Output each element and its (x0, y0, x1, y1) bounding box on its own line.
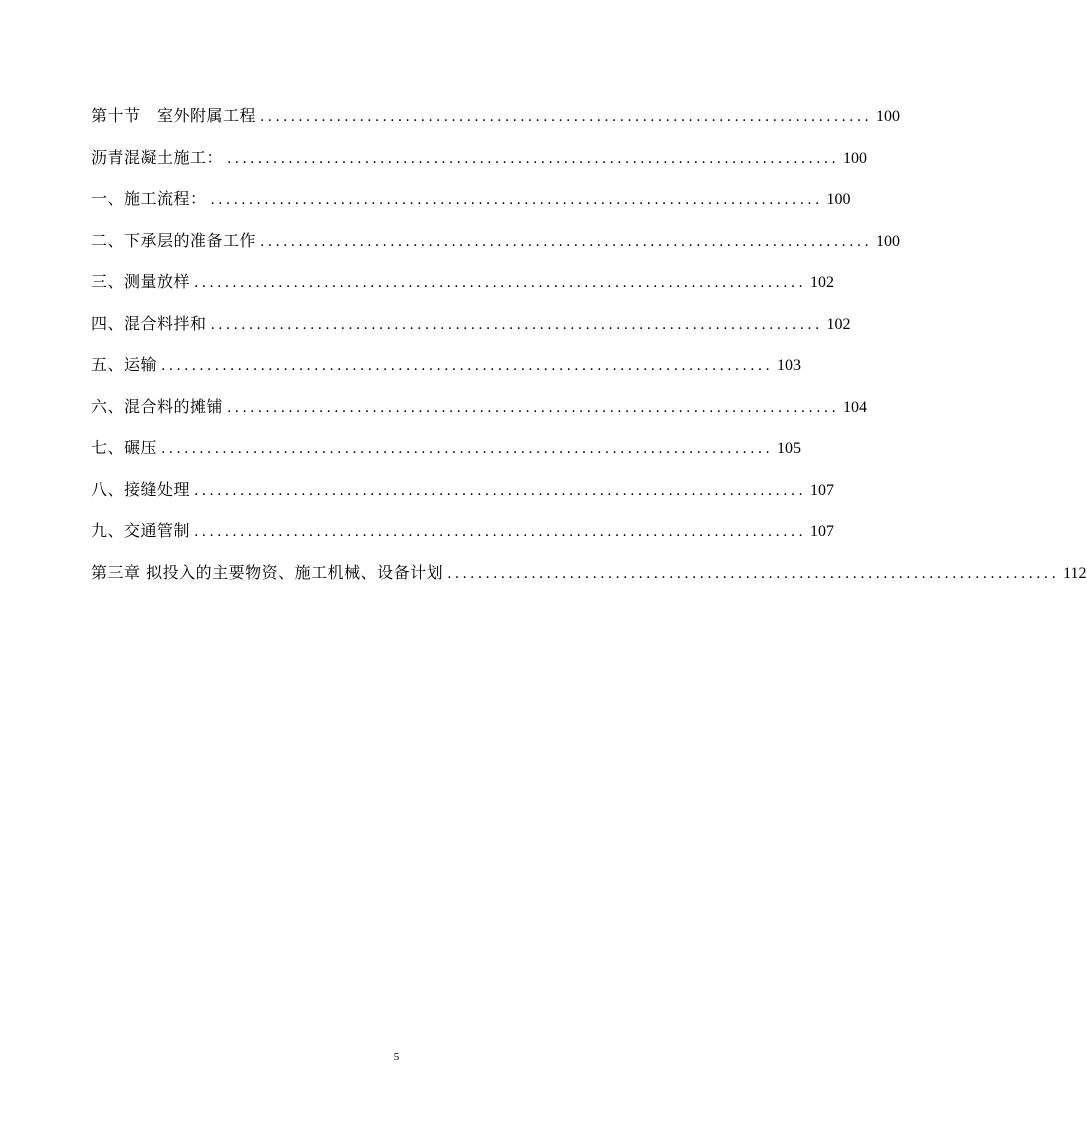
toc-entry-title: 八、接缝处理 (91, 479, 191, 499)
toc-entry[interactable] (91, 433, 802, 475)
toc-entry-title: 四、混合料拌和 (91, 313, 207, 333)
toc-dot-leader: ................................................................................ (447, 565, 1060, 582)
toc-entry-page: 104 (843, 398, 868, 416)
toc-entry-page: 100 (876, 108, 901, 125)
page-number: 5 (393, 1051, 400, 1063)
toc-dot-leader: ................................................................................ (260, 109, 873, 125)
toc-entry-page: 100 (826, 191, 851, 208)
toc-entry[interactable] (91, 392, 868, 434)
toc-entry-title: 一、施工流程： (91, 189, 207, 208)
table-of-contents (91, 101, 1087, 599)
toc-dot-leader: ................................................................................ (227, 150, 840, 167)
toc-entry[interactable] (91, 143, 868, 185)
toc-entry[interactable] (91, 516, 835, 558)
toc-entry[interactable] (91, 558, 1087, 600)
toc-entry-title: 五、运输 (91, 355, 158, 374)
toc-dot-leader: ................................................................................ (194, 482, 807, 499)
toc-entry[interactable] (91, 475, 835, 517)
toc-entry-title: 沥青混凝土施工： (91, 147, 224, 167)
toc-entry-page: 100 (843, 149, 868, 167)
toc-entry-page: 105 (777, 440, 802, 457)
toc-entry[interactable] (91, 101, 901, 143)
toc-dot-leader: ................................................................................ (194, 524, 807, 540)
toc-entry[interactable] (91, 350, 802, 392)
toc-entry[interactable] (91, 226, 901, 268)
toc-entry[interactable] (91, 267, 835, 309)
toc-entry-title: 六、混合料的摊铺 (91, 396, 224, 416)
toc-dot-leader: ................................................................................ (210, 316, 823, 333)
toc-dot-leader: ................................................................................ (260, 233, 873, 250)
toc-entry-page: 107 (810, 523, 835, 540)
toc-entry[interactable] (91, 184, 851, 226)
toc-entry-title: 第十节 室外附属工程 (91, 106, 257, 125)
toc-entry-title: 九、交通管制 (91, 521, 191, 540)
toc-entry-page: 102 (826, 315, 851, 333)
toc-entry-title: 二、下承层的准备工作 (91, 230, 257, 250)
toc-dot-leader: ................................................................................ (227, 399, 840, 416)
toc-dot-leader: ................................................................................ (210, 192, 823, 208)
toc-dot-leader: ................................................................................ (161, 441, 774, 457)
toc-entry-page: 103 (777, 357, 802, 374)
toc-entry-title: 第三章 拟投入的主要物资、施工机械、设备计划 (91, 562, 444, 582)
toc-entry-title: 三、测量放样 (91, 272, 191, 291)
toc-entry[interactable] (91, 309, 851, 351)
toc-entry-page: 112 (1063, 564, 1087, 582)
toc-dot-leader: ................................................................................ (194, 275, 807, 291)
toc-entry-page: 102 (810, 274, 835, 291)
toc-entry-page: 107 (810, 481, 835, 499)
toc-entry-page: 100 (876, 232, 901, 250)
toc-entry-title: 七、碾压 (91, 438, 158, 457)
toc-dot-leader: ................................................................................ (161, 358, 774, 374)
